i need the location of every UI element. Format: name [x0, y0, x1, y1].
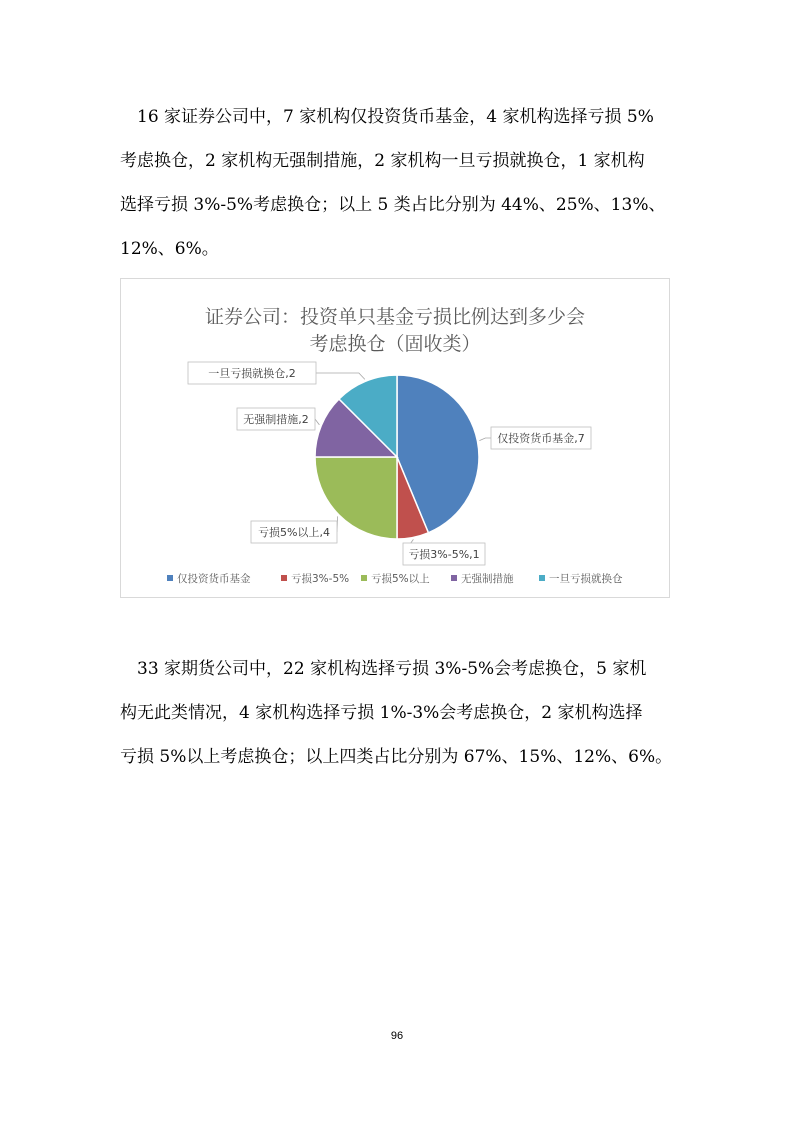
legend-entry: 一旦亏损就换仓 [549, 573, 623, 585]
leader-line [316, 373, 365, 379]
text-line: 构无此类情况，4 家机构选择亏损 1%-3%会考虑换仓，2 家机构选择 [120, 703, 643, 723]
legend-swatch [451, 575, 457, 581]
label-money-fund: 仅投资货币基金,7 [497, 432, 585, 445]
legend-swatch [361, 575, 367, 581]
legend-swatch [539, 575, 545, 581]
pie-chart [121, 279, 669, 597]
text-line: 33 家期货公司中，22 家机构选择亏损 3%-5%会考虑换仓，5 家机 [120, 659, 647, 679]
chart-legend [167, 572, 623, 585]
text-line: 亏损 5%以上考虑换仓；以上四类占比分别为 67%、15%、12%、6%。 [120, 747, 673, 767]
text-line: 16 家证券公司中，7 家机构仅投资货币基金，4 家机构选择亏损 5% [120, 107, 654, 127]
paragraph-securities [120, 95, 680, 271]
text-line: 选择亏损 3%-5%考虑换仓；以上 5 类占比分别为 44%、25%、13%、 [120, 195, 666, 215]
paragraph-futures [120, 647, 680, 779]
label-switch-on-loss: 一旦亏损就换仓,2 [208, 367, 296, 380]
legend-entry: 亏损3%-5% [291, 573, 350, 585]
text-line: 12%、6%。 [120, 239, 219, 259]
legend-entry: 仅投资货币基金 [177, 573, 251, 585]
pie-slices [315, 375, 479, 539]
label-loss-5-plus: 亏损5%以上,4 [258, 526, 330, 539]
page-number: 96 [390, 1030, 404, 1042]
label-no-measure: 无强制措施,2 [243, 413, 309, 426]
leader-line [479, 438, 491, 441]
chart-title-line-2: 考虑换仓（固收类） [309, 333, 481, 355]
leader-line [315, 419, 319, 425]
legend-entry: 无强制措施 [461, 573, 514, 585]
label-loss-3-5: 亏损3%-5%,1 [408, 548, 480, 561]
pie-chart-frame [120, 278, 670, 598]
text-line: 考虑换仓，2 家机构无强制措施，2 家机构一旦亏损就换仓，1 家机构 [120, 151, 645, 171]
chart-title-line-1: 证券公司：投资单只基金亏损比例达到多少会 [204, 306, 586, 328]
legend-entry: 亏损5%以上 [371, 573, 430, 585]
legend-swatch [167, 575, 173, 581]
legend-swatch [281, 575, 287, 581]
